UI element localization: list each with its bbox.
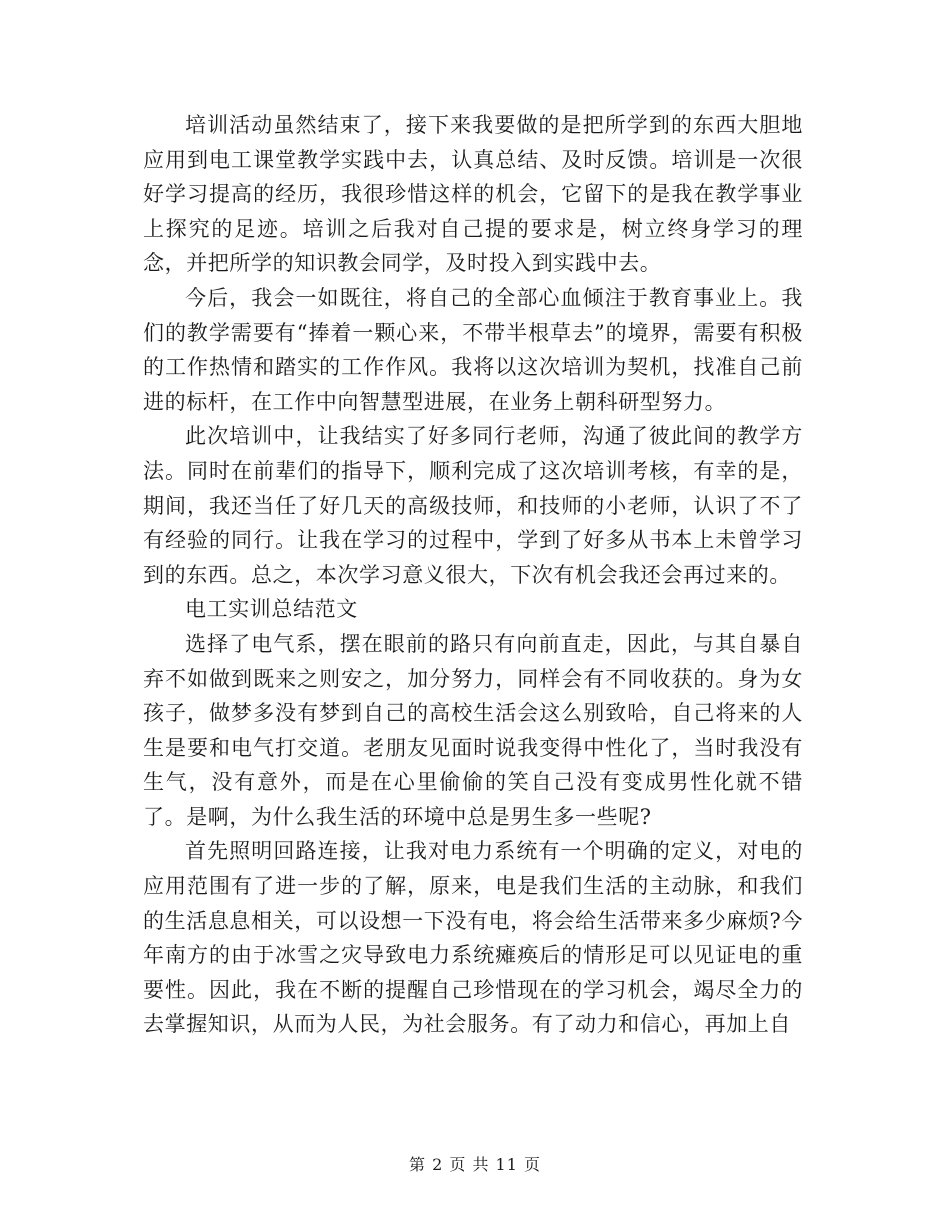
paragraph-colleagues: 此次培训中，让我结实了好多同行老师，沟通了彼此间的教学方法。同时在前辈们的指导下，顺利完成了这次培训考核，有幸的是，期间，我还当任了好几天的高级技师，和技师的小老师，认识了不了有经验的同行。让我在学习的过程中，学到了好多从书本上未曾学习到的东西。总之，本次学习意义很大，下次有机会我还会再过来的。 xyxy=(143,424,803,587)
document-body xyxy=(143,108,803,1042)
paragraph-future-commitment: 今后，我会一如既往，将自己的全部心血倾注于教育事业上。我们的教学需要有“捧着一颗心来，不带半根草去”的境界，需要有积极的工作热情和踏实的工作作风。我将以这次培训为契机，找准自己前进的标杆，在工作中向智慧型进展，在业务上朝科研型努力。 xyxy=(143,285,803,414)
section-heading: 电工实训总结范文 xyxy=(185,597,358,622)
paragraph-electrical-dept: 选择了电气系，摆在眼前的路只有向前直走，因此，与其自暴自弃不如做到既来之则安之，加分努力，同样会有不同收获的。身为女孩子，做梦多没有梦到自己的高校生活会这么别致哈，自己将来的人生是要和电气打交道。老朋友见面时说我变得中性化了，当时我没有生气，没有意外，而是在心里偷偷的笑自己没有变成男性化就不错了。是啊，为什么我生活的环境中总是男生多一些呢? xyxy=(143,631,803,829)
page-number-footer: 第 2 页 共 11 页 xyxy=(409,1155,541,1174)
paragraph-lighting-circuit: 首先照明回路连接，让我对电力系统有一个明确的定义，对电的应用范围有了进一步的了解，原来，电是我们生活的主动脉，和我们的生活息息相关，可以设想一下没有电，将会给生活带来多少麻烦?今年南方的由于冰雪之灾导致电力系统瘫痪后的情形足可以见证电的重要性。因此，我在不断的提醒自己珍惜现在的学习机会，竭尽全力的去掌握知识，从而为人民，为社会服务。有了动力和信心，再加上自 xyxy=(143,839,803,1037)
paragraph-training-summary: 培训活动虽然结束了，接下来我要做的是把所学到的东西大胆地应用到电工课堂教学实践中去，认真总结、及时反馈。培训是一次很好学习提高的经历，我很珍惜这样的机会，它留下的是我在教学事业上探究的足迹。培训之后我对自己提的要求是，树立终身学习的理念，并把所学的知识教会同学，及时投入到实践中去。 xyxy=(143,113,803,276)
